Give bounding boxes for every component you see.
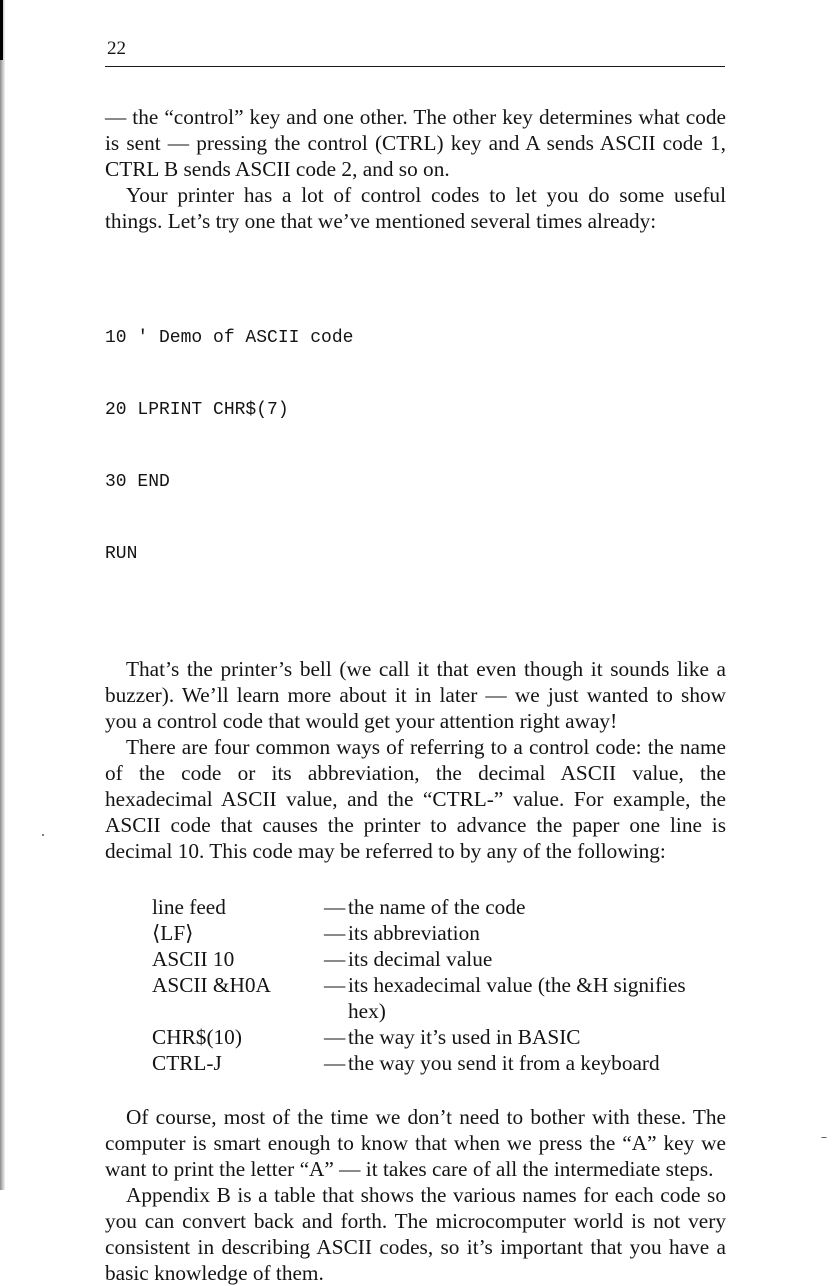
definition-description: the way you send it from a keyboard (348, 1051, 660, 1075)
dash: — (324, 973, 346, 997)
paper-speck (821, 1137, 827, 1138)
definition-row (152, 894, 726, 920)
page-edge-mark (0, 0, 3, 60)
code-line: 30 END (105, 472, 170, 492)
dash: — (324, 947, 346, 971)
definition-description: its decimal value (348, 947, 493, 971)
definition-term: ASCII &H0A (152, 973, 271, 997)
code-line: RUN (105, 544, 138, 564)
definition-description: the name of the code (348, 895, 526, 919)
definition-row (152, 946, 726, 972)
definition-row (152, 920, 726, 946)
page-number: 22 (107, 38, 126, 59)
code-line: 10 ' Demo of ASCII code (105, 328, 354, 348)
code-line: 20 LPRINT CHR$(7) (105, 400, 289, 420)
definition-row (152, 1024, 726, 1050)
header-rule (105, 66, 725, 67)
definition-description: its hexadecimal value (the &H signifies hex) (348, 973, 686, 1023)
dash: — (324, 895, 346, 919)
definition-row (152, 972, 726, 1024)
page-body (105, 104, 726, 1286)
paragraph-printer-codes: Your printer has a lot of control codes to let you do some useful things. Let’s try one that we’ve mentioned several times already: (105, 183, 726, 233)
definition-row (152, 1050, 726, 1076)
definition-term: line feed (152, 895, 226, 919)
definition-list (152, 894, 726, 1076)
definition-term: ASCII 10 (152, 947, 235, 971)
definition-description: its abbreviation (348, 921, 480, 945)
code-listing (105, 278, 726, 614)
dash: — (324, 921, 346, 945)
page-edge-shadow (0, 0, 5, 1190)
paragraph-printer-bell: That’s the printer’s bell (we call it that even though it sounds like a buzzer). We’ll learn more about it in later — we just wanted to show you a control code that would get your attention right away! (105, 657, 726, 733)
dash: — (324, 1025, 346, 1049)
paper-speck (42, 834, 44, 836)
paragraph-of-course: Of course, most of the time we don’t need to bother with these. The computer is smart enough to know that when we press the “A” key we want to print the letter “A” — it takes care of all the intermediate steps. (105, 1105, 726, 1181)
paragraph-control-key: — the “control” key and one other. The other key determines what code is sent — pressing the control (CTRL) key and A sends ASCII code 1, CTRL B sends ASCII code 2, and so on. (105, 105, 726, 181)
definition-term: ⟨LF⟩ (152, 921, 194, 945)
definition-term: CTRL-J (152, 1051, 222, 1075)
paragraph-four-ways: There are four common ways of referring to a control code: the name of the code or its abbreviation, the decimal ASCII value, the hexadecimal ASCII value, and the “CTRL-” value. For example, the ASCII code that causes the printer to advance the paper one line is decimal 10. This code may be referred to by any of the following: (105, 735, 726, 863)
dash: — (324, 1051, 346, 1075)
definition-term: CHR$(10) (152, 1025, 242, 1049)
definition-description: the way it’s used in BASIC (348, 1025, 581, 1049)
paragraph-appendix-b: Appendix B is a table that shows the various names for each code so you can convert back and forth. The microcomputer world is not very consistent in describing ASCII codes, so it’s important that you have a basic knowledge of them. (105, 1183, 726, 1285)
